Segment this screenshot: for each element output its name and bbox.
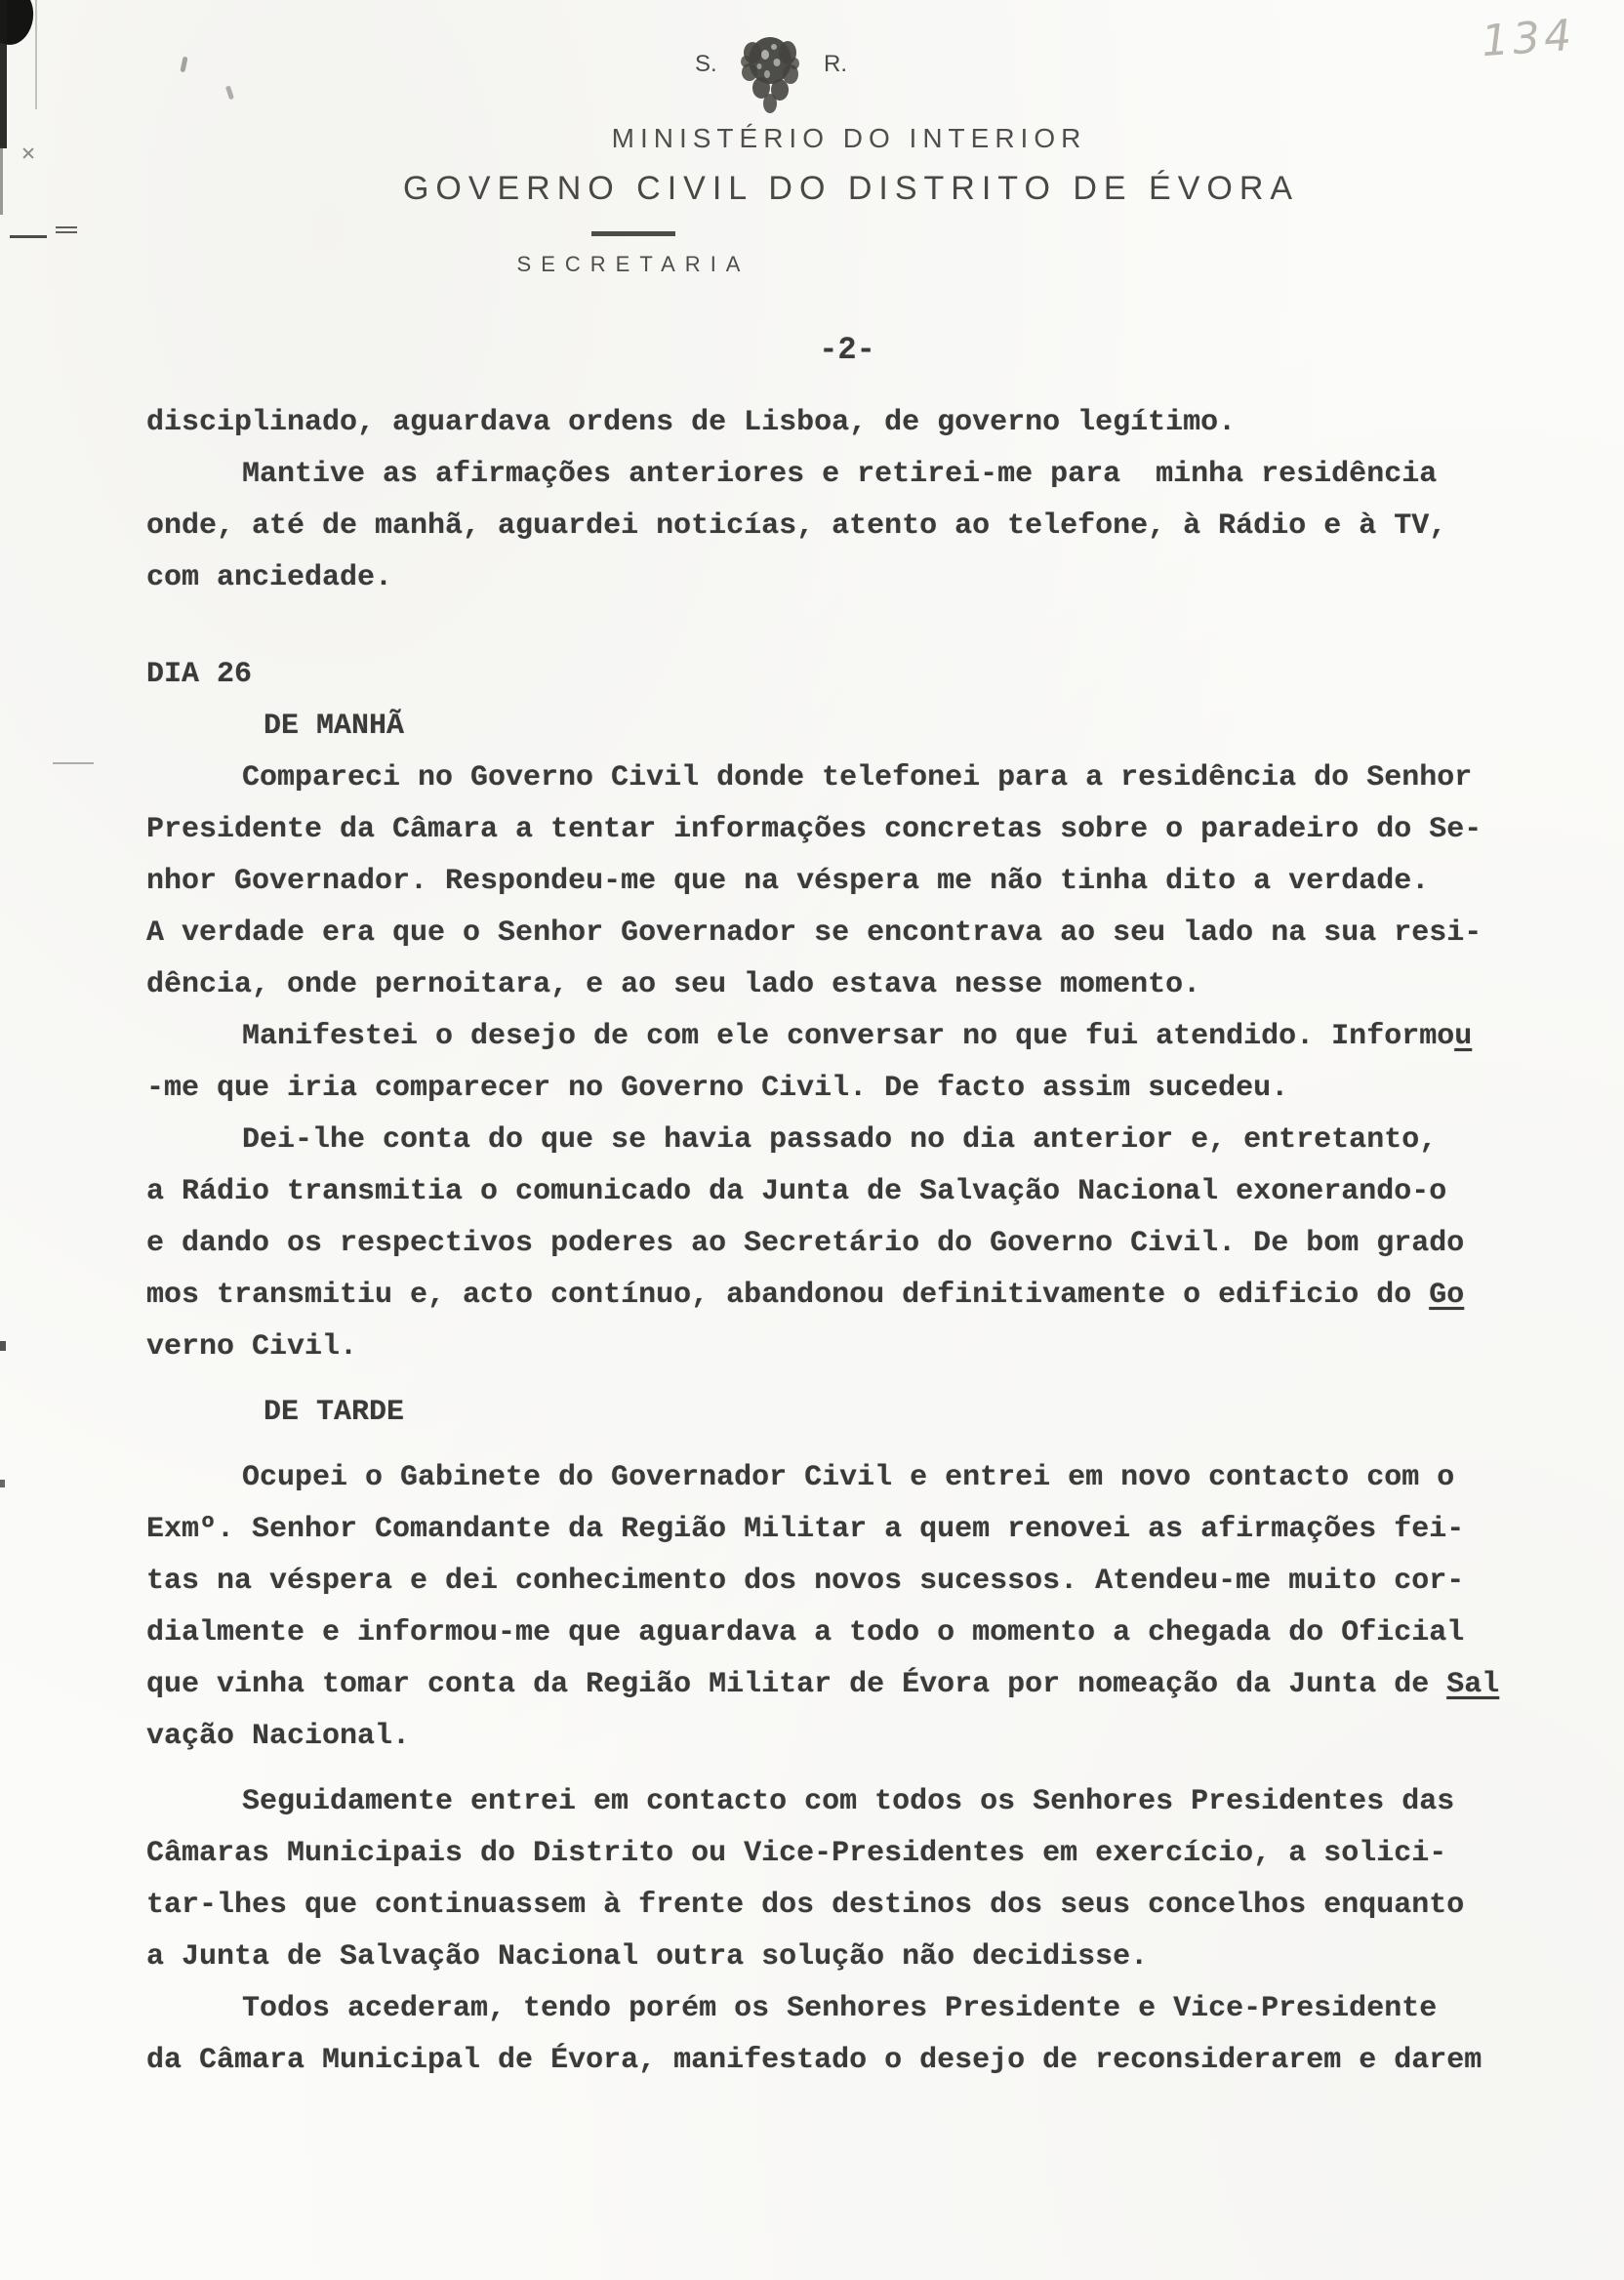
day-heading: DIA 26 [146,658,253,691]
text-line: mos transmitiu e, acto contínuo, abandonou definitivamente o edificio do Go [146,1279,1465,1312]
letterhead-ministry-title: MINISTÉRIO DO INTERIOR [611,123,1087,153]
text-line: Dei-lhe conta do que se havia passado no dia anterior e, entretanto, [242,1123,1438,1157]
text-line: vação Nacional. [146,1720,411,1753]
text-line: Seguidamente entrei em contacto com todos os Senhores Presidentes das [242,1785,1455,1818]
text-line: Ocupei o Gabinete do Governador Civil e entrei em novo contacto com o [242,1461,1455,1494]
handwritten-folio-number: 134 [1480,10,1577,67]
scan-x-mark [21,146,35,160]
text-line: com anciedade. [146,561,393,594]
typed-body-text [146,397,1552,2087]
letterhead-divider-rule [591,231,675,236]
text-line: a Rádio transmitia o comunicado da Junta de Salvação Nacional exonerando-o [146,1175,1447,1208]
coat-of-arms-stamp-icon [738,31,802,117]
text-line: nhor Governador. Respondeu-me que na véspera me não tinha dito a verdade. [146,865,1430,898]
text-line: disciplinado, aguardava ordens de Lisboa, de governo legítimo. [146,406,1237,439]
letterhead-initials-row [695,43,847,117]
text-line: da Câmara Municipal de Évora, manifestado o desejo de reconsiderarem e darem [146,2044,1482,2077]
text-line: a Junta de Salvação Nacional outra solução não decidisse. [146,1940,1149,1974]
text-line: que vinha tomar conta da Região Militar de Évora por nomeação da Junta de Sal [146,1668,1500,1701]
letterhead-office-title: GOVERNO CIVIL DO DISTRITO DE ÉVORA [402,170,1300,207]
typed-page-number: -2- [819,332,875,368]
text-line: A verdade era que o Senhor Governador se encontrava ao seu lado na sua resi- [146,916,1482,950]
text-line: Compareci no Governo Civil donde telefonei para a residência do Senhor [242,761,1473,794]
scan-comma-mark [225,86,234,101]
text-line: -me que iria comparecer no Governo Civil. De facto assim sucedeu. [146,1072,1289,1105]
letterhead-department-title: SECRETARIA [516,252,751,276]
text-line: Mantive as afirmações anteriores e retirei-me para minha residência [242,458,1438,491]
text-line: Manifestei o desejo de com ele conversar no que fui atendido. Informou [242,1020,1473,1053]
letterhead-initial-r: R. [824,51,847,77]
text-line: dência, onde pernoitara, e ao seu lado estava nesse momento. [146,968,1201,1001]
scan-edge-tick [0,1480,5,1487]
text-line: Todos acederam, tendo porém os Senhores Presidente e Vice-Presidente [242,1992,1438,2025]
paper-crease-line [35,0,37,109]
text-line: tas na véspera e dei conhecimento dos novos sucessos. Atendeu-me muito cor- [146,1565,1465,1598]
scan-dash-mark [10,235,47,238]
pencil-dash-mark [53,762,94,764]
text-line: e dando os respectivos poderes ao Secretário do Governo Civil. De bom grado [146,1227,1465,1260]
text-line: verno Civil. [146,1330,358,1364]
text-line: onde, até de manhã, aguardei noticías, atento ao telefone, à Rádio e à TV, [146,509,1447,543]
scan-edge-streak-faint [0,146,3,215]
text-line: Presidente da Câmara a tentar informações concretas sobre o paradeiro do Se- [146,813,1482,846]
text-line: Exmº. Senhor Comandante da Região Militar a quem renovei as afirmações fei- [146,1513,1465,1546]
section-heading: DE MANHÃ [264,710,405,743]
text-line: dialmente e informou-me que aguardava a todo o momento a chegada do Oficial [146,1616,1465,1649]
scan-edge-tick [0,1341,6,1351]
text-line: Câmaras Municipais do Distrito ou Vice-Presidentes em exercício, a solici- [146,1837,1447,1870]
scan-edge-streak [0,0,7,148]
scan-apostrophe-mark [180,57,187,73]
section-heading: DE TARDE [264,1396,405,1429]
scan-double-dash-mark [56,226,77,228]
letterhead-initial-s: S. [695,51,717,77]
text-line: tar-lhes que continuassem à frente dos destinos dos seus concelhos enquanto [146,1889,1465,1922]
